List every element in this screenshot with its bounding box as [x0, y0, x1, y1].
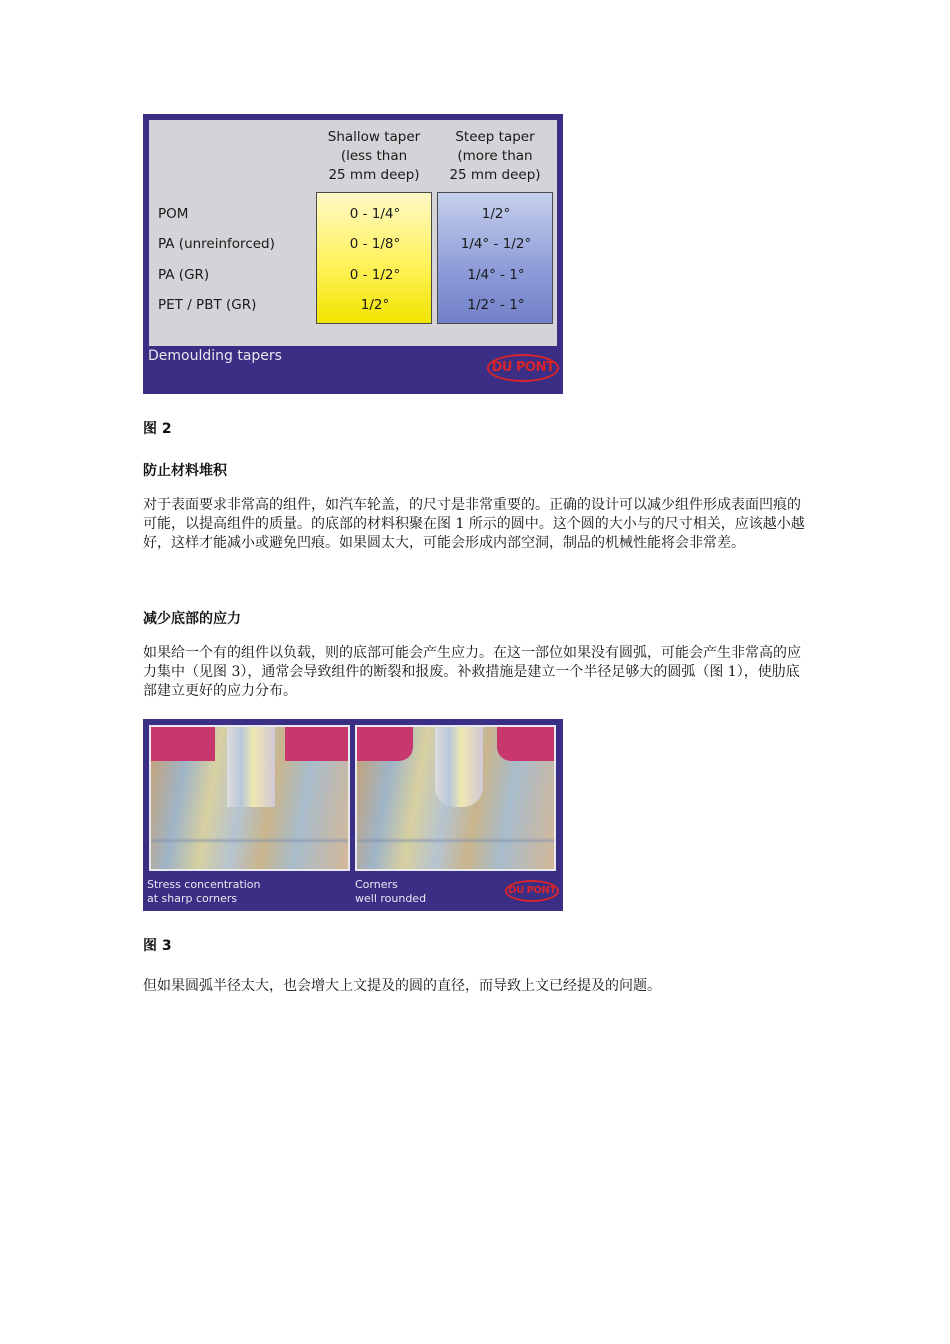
stress-photo-figure — [143, 719, 563, 911]
section-heading-material-buildup: 防止材料堆积 — [143, 463, 227, 479]
row-material-pom: POM — [158, 206, 189, 222]
header-steep-taper: Steep taper (more than 25 mm deep) — [449, 129, 541, 183]
section-body-stress-reduction: 如果给一个有的组件以负载，则的底部可能会产生应力。在这一部位如果没有圆弧，可能会产生非常高的应力集中（见图 3），通常会导致组件的断裂和报废。补救措施是建立一个半径足够大的圆弧（图 1），使肋底部建立更好的应力分布。 — [143, 645, 801, 699]
steep-cell-pom: 1/2° — [481, 206, 511, 222]
figure3-label: 图 3 — [143, 938, 172, 954]
row-material-pa-unreinforced: PA (unreinforced) — [158, 236, 275, 252]
shallow-cell-pom: 0 - 1/4° — [349, 206, 401, 222]
closing-paragraph: 但如果圆弧半径太大，也会增大上文提及的圆的直径，而导致上文已经提及的问题。 — [143, 978, 661, 994]
photo-rounded-corners — [355, 725, 556, 871]
dupont-logo-small: DU PONT — [505, 880, 559, 902]
demoulding-taper-figure — [143, 114, 563, 394]
photo-sharp-corners — [149, 725, 350, 871]
section-body-material-buildup: 对于表面要求非常高的组件，如汽车轮盖，的尺寸是非常重要的。正确的设计可以减少组件形成表面凹痕的可能，以提高组件的质量。的底部的材料积聚在图 1 所示的圆中。这个圆的大小与的尺寸相关，应该越小越好，这样才能减小或避免凹痕。如果圆太大，可能会形成内部空洞，制品的机械性能将会非常差。 — [143, 497, 805, 551]
taper-table-panel — [149, 120, 557, 346]
caption-rounded-corners: Corners well rounded — [355, 878, 427, 905]
header-shallow-taper: Shallow taper (less than 25 mm deep) — [327, 129, 421, 183]
shallow-taper-column — [316, 192, 432, 324]
caption-sharp-corners: Stress concentration at sharp corners — [147, 878, 261, 905]
dupont-logo: DU PONT — [487, 354, 559, 382]
row-material-pet-pbt: PET / PBT (GR) — [158, 297, 257, 313]
shallow-cell-pa-gr: 0 - 1/2° — [349, 267, 401, 283]
steep-cell-pa-gr: 1/4° - 1° — [467, 267, 525, 283]
section-heading-stress-reduction: 减少底部的应力 — [143, 611, 241, 627]
steep-taper-column — [437, 192, 553, 324]
figure2-caption: Demoulding tapers — [148, 348, 282, 364]
shallow-cell-pa-unreinforced: 0 - 1/8° — [349, 236, 401, 252]
steep-cell-pet-pbt: 1/2° - 1° — [467, 297, 525, 313]
shallow-cell-pet-pbt: 1/2° — [360, 297, 390, 313]
row-material-pa-gr: PA (GR) — [158, 267, 210, 283]
steep-cell-pa-unreinforced: 1/4° - 1/2° — [460, 236, 532, 252]
figure2-label: 图 2 — [143, 421, 172, 437]
